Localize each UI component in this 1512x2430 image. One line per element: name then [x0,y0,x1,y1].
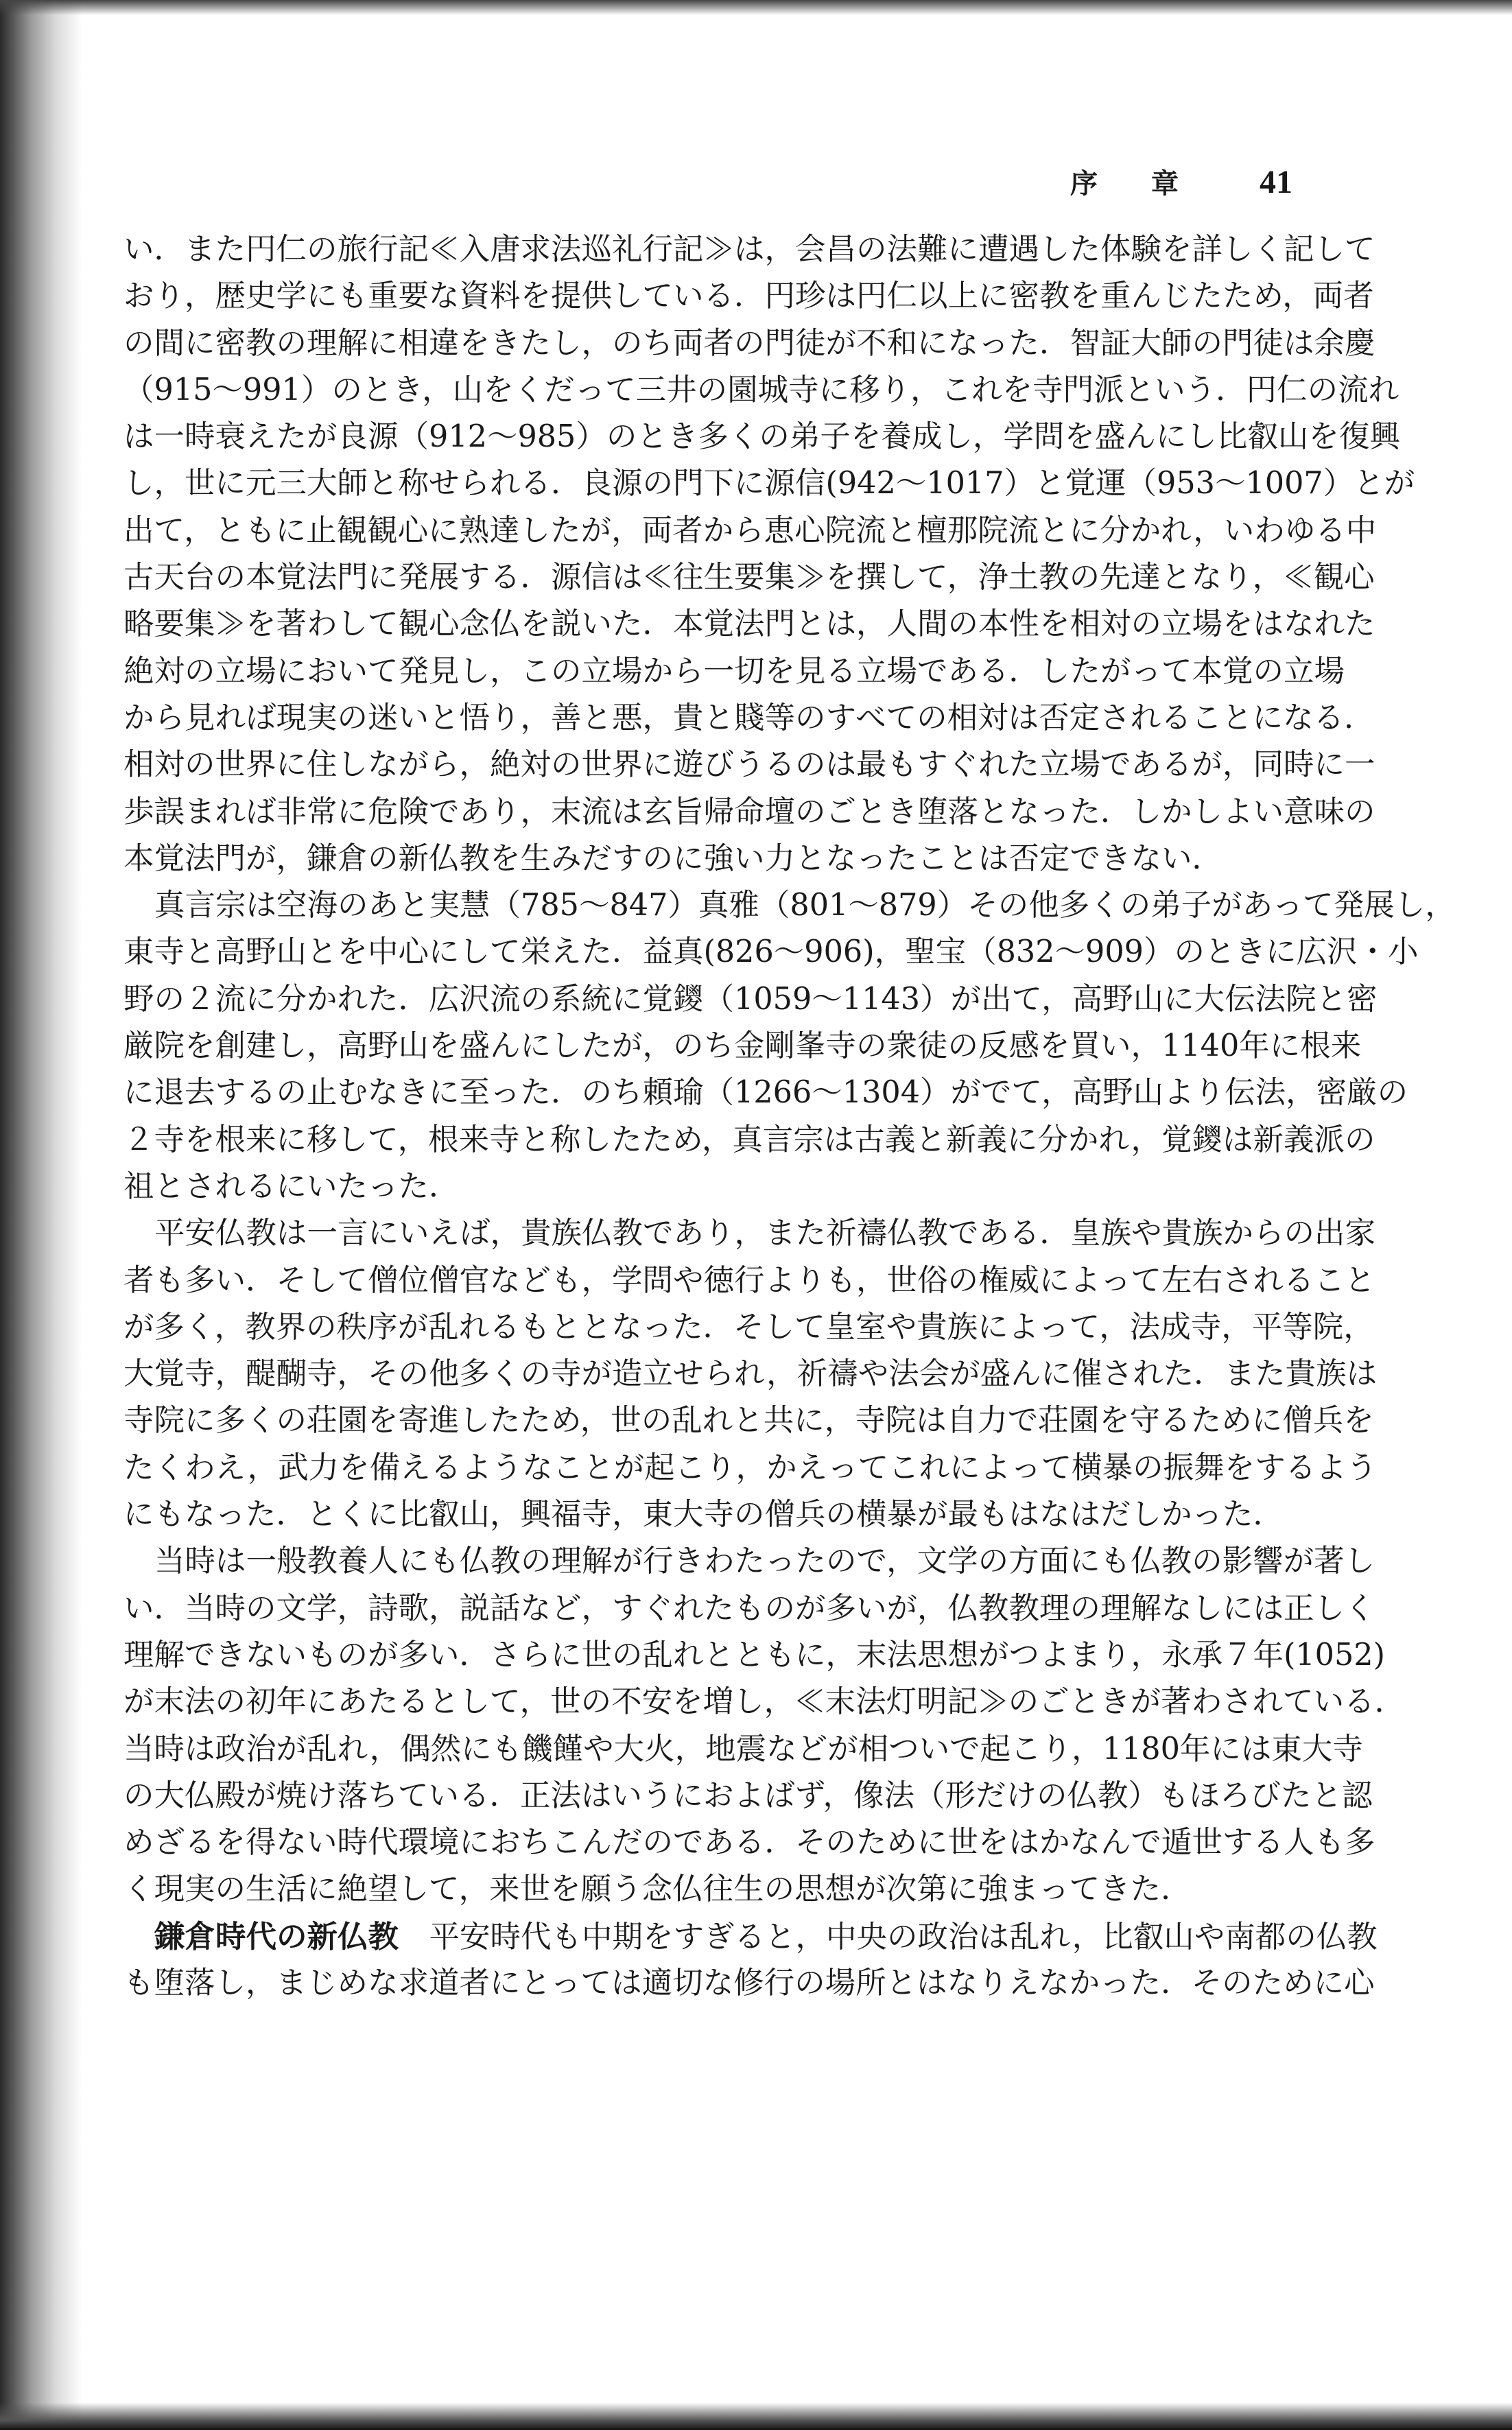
line-text: 古天台の本覚法門に発展する．源信は≪往生要集≫を撰して，浄土教の先達となり，≪観心 [123,560,1375,595]
text-line [123,367,1399,414]
text-line [123,1866,1310,1913]
text-line [123,1117,1375,1164]
body-text [123,226,1456,2007]
line-text: 相対の世界に住しながら，絶対の世界に遊びうるのは最もすぐれた立場であるが，同時に一 [123,747,1375,783]
line-text: から見れば現実の迷いと悟り，善と悪，貴と賤等のすべての相対は否定されることになる． [123,700,1375,735]
text-line [123,554,1375,601]
text-line [123,1819,1375,1866]
text-line [123,1726,1363,1773]
text-line [123,1164,1310,1210]
line-text: 略要集≫を著わして観心念仏を説いた．本覚法門とは，人間の本性を相対の立場をはなれた [123,606,1375,642]
text-line [123,1351,1378,1397]
text-line [123,1210,1376,1257]
line-text: にもなった．とくに比叡山，興福寺，東大寺の僧兵の横暴が最もはなはだしかった． [123,1497,1284,1533]
line-text: 寺院に多くの荘園を寄進したため，世の乱れと共に，寺院は自力で荘園を守るために僧兵を [123,1403,1374,1439]
scan-shadow-top [0,0,1512,15]
text-line [123,1538,1375,1585]
text-line [123,1023,1362,1070]
line-text: 真言宗は空海のあと実慧（785〜847）真雅（801〜879）その他多くの弟子があって発展し， [154,888,1456,923]
line-text: 絶対の立場において発見し，この立場から一切を見る立場である．したがって本覚の立場 [123,653,1345,689]
line-text: 者も多い．そして僧位僧官なども，学問や徳行よりも，世俗の権威によって左右されること [123,1262,1375,1298]
text-line [123,695,1375,742]
page-number: 41 [1260,164,1292,200]
line-text: が末法の初年にあたるとして，世の不安を増し，≪末法灯明記≫のごときが著わされている． [123,1684,1406,1720]
line-text: 平安時代も中期をすぎると，中央の政治は乱れ，比叡山や南都の仏教 [399,1919,1378,1955]
scan-shadow-left [0,0,82,2430]
line-text: 平安仏教は一言にいえば，貴族仏教であり，また祈禱仏教である．皇族や貴族からの出家 [154,1216,1376,1251]
text-line [123,1397,1374,1444]
text-line [123,789,1375,836]
line-text: 大覚寺，醍醐寺，その他多くの寺が造立せられ，祈禱や法会が盛んに催された．また貴族は [123,1356,1378,1392]
line-text: おり，歴史学にも重要な資料を提供している．円珍は円仁以上に密教を重んじたため，両者 [123,279,1374,314]
line-text: し，世に元三大師と称せられる．良源の門下に源信(942〜1017）と覚運（953〜1007）とが [123,466,1415,502]
line-text: い．また円仁の旅行記≪入唐求法巡礼行記≫は，会昌の法難に遭遇した体験を詳しく記して [123,232,1375,267]
running-header [1070,162,1292,201]
line-text: 祖とされるにいたった． [123,1168,460,1204]
line-text: く現実の生活に絶望して，来世を願う念仏往生の思想が次第に強まってきた． [123,1872,1192,1907]
text-line [123,1960,1375,2007]
text-line [123,976,1378,1023]
line-text: めざるを得ない時代環境におちこんだのである．そのために世をはかなんで遁世する人も多 [123,1825,1375,1861]
line-text: 本覚法門が，鎌倉の新仏教を生みだすのに強い力となったことは否定できない． [123,840,1223,876]
line-text: の間に密教の理解に相違をきたし，のち両者の門徒が不和になった．智証大師の門徒は余慶 [123,325,1375,361]
text-line [123,273,1374,320]
text-line [123,1679,1406,1725]
text-line [123,1070,1408,1116]
line-text: 当時は一般教養人にも仏教の理解が行きわたったので，文学の方面にも仏教の影響が著し [154,1544,1375,1579]
line-text: に退去するの止むなきに至った．のち頼瑜（1266〜1304）がでて，高野山より伝法，密厳の [123,1075,1408,1111]
text-line [123,648,1345,695]
chapter-title: 序章 [1070,167,1232,200]
line-text: ２寺を根来に移して，根来寺と称したため，真言宗は古義と新義に分かれ，覚鑁は新義派の [123,1122,1375,1157]
text-line [123,1585,1375,1632]
line-text: たくわえ，武力を備えるようなことが起こり，かえってこれによって横暴の振舞をするよう [123,1450,1378,1485]
text-line [123,601,1375,648]
line-text: の大仏殿が焼け落ちている．正法はいうにおよばず，像法（形だけの仏教）もほろびたと認 [123,1778,1373,1813]
text-line [123,1913,1378,1960]
line-text: 東寺と高野山とを中心にして栄えた．益真(826〜906)，聖宝（832〜909）のときに広沢・小 [123,934,1419,970]
line-text: 歩誤まれば非常に危険であり，末流は玄旨帰命壇のごとき堕落となった．しかしよい意味の [123,794,1375,829]
text-line [123,226,1375,273]
text-line [123,1445,1378,1491]
text-line [123,320,1375,367]
line-text: い．当時の文学，詩歌，説話など，すぐれたものが多いが，仏教教理の理解なしには正しく [123,1590,1375,1626]
line-text: は一時衰えたが良源（912〜985）のとき多くの弟子を養成し，学問を盛んにし比叡山を復興 [123,419,1400,455]
text-line [123,742,1375,788]
line-text: 当時は政治が乱れ，偶然にも饑饉や大火，地震などが相ついで起こり，1180年には東大寺 [123,1731,1363,1767]
text-line [123,1491,1310,1538]
text-line [123,414,1400,460]
line-text: 厳院を創建し，高野山を盛んにしたが，のち金剛峯寺の衆徒の反感を買い，1140年に根来 [123,1028,1362,1064]
line-text: 野の２流に分かれた．広沢流の系統に覚鑁（1059〜1143）が出て，高野山に大伝法院と密 [123,981,1378,1017]
line-text: が多く，教界の秩序が乱れるもととなった．そして皇室や貴族によって，法成寺，平等院， [123,1309,1374,1345]
text-line [123,1773,1373,1819]
text-line [123,1258,1375,1304]
line-text: （915〜991）のとき，山をくだって三井の園城寺に移り，これを寺門派という．円仁の流れ [123,372,1399,408]
text-line [123,460,1415,507]
text-line [123,1304,1374,1351]
text-line [123,836,1310,882]
line-text: 理解できないものが多い．さらに世の乱れとともに，末法思想がつよまり，永承７年(1052) [123,1637,1385,1673]
line-text: も堕落し，まじめな求道者にとっては適切な修行の場所とはなりえなかった．そのために心 [123,1965,1375,2001]
text-line [123,929,1419,976]
text-line [123,508,1377,554]
section-heading: 鎌倉時代の新仏教 [154,1918,399,1955]
line-text: 出て，ともに止観観心に熟達したが，両者から恵心院流と檀那院流とに分かれ，いわゆる中 [123,512,1377,548]
scan-shadow-bottom [0,2403,1512,2430]
text-line [123,882,1456,929]
text-line [123,1632,1385,1679]
